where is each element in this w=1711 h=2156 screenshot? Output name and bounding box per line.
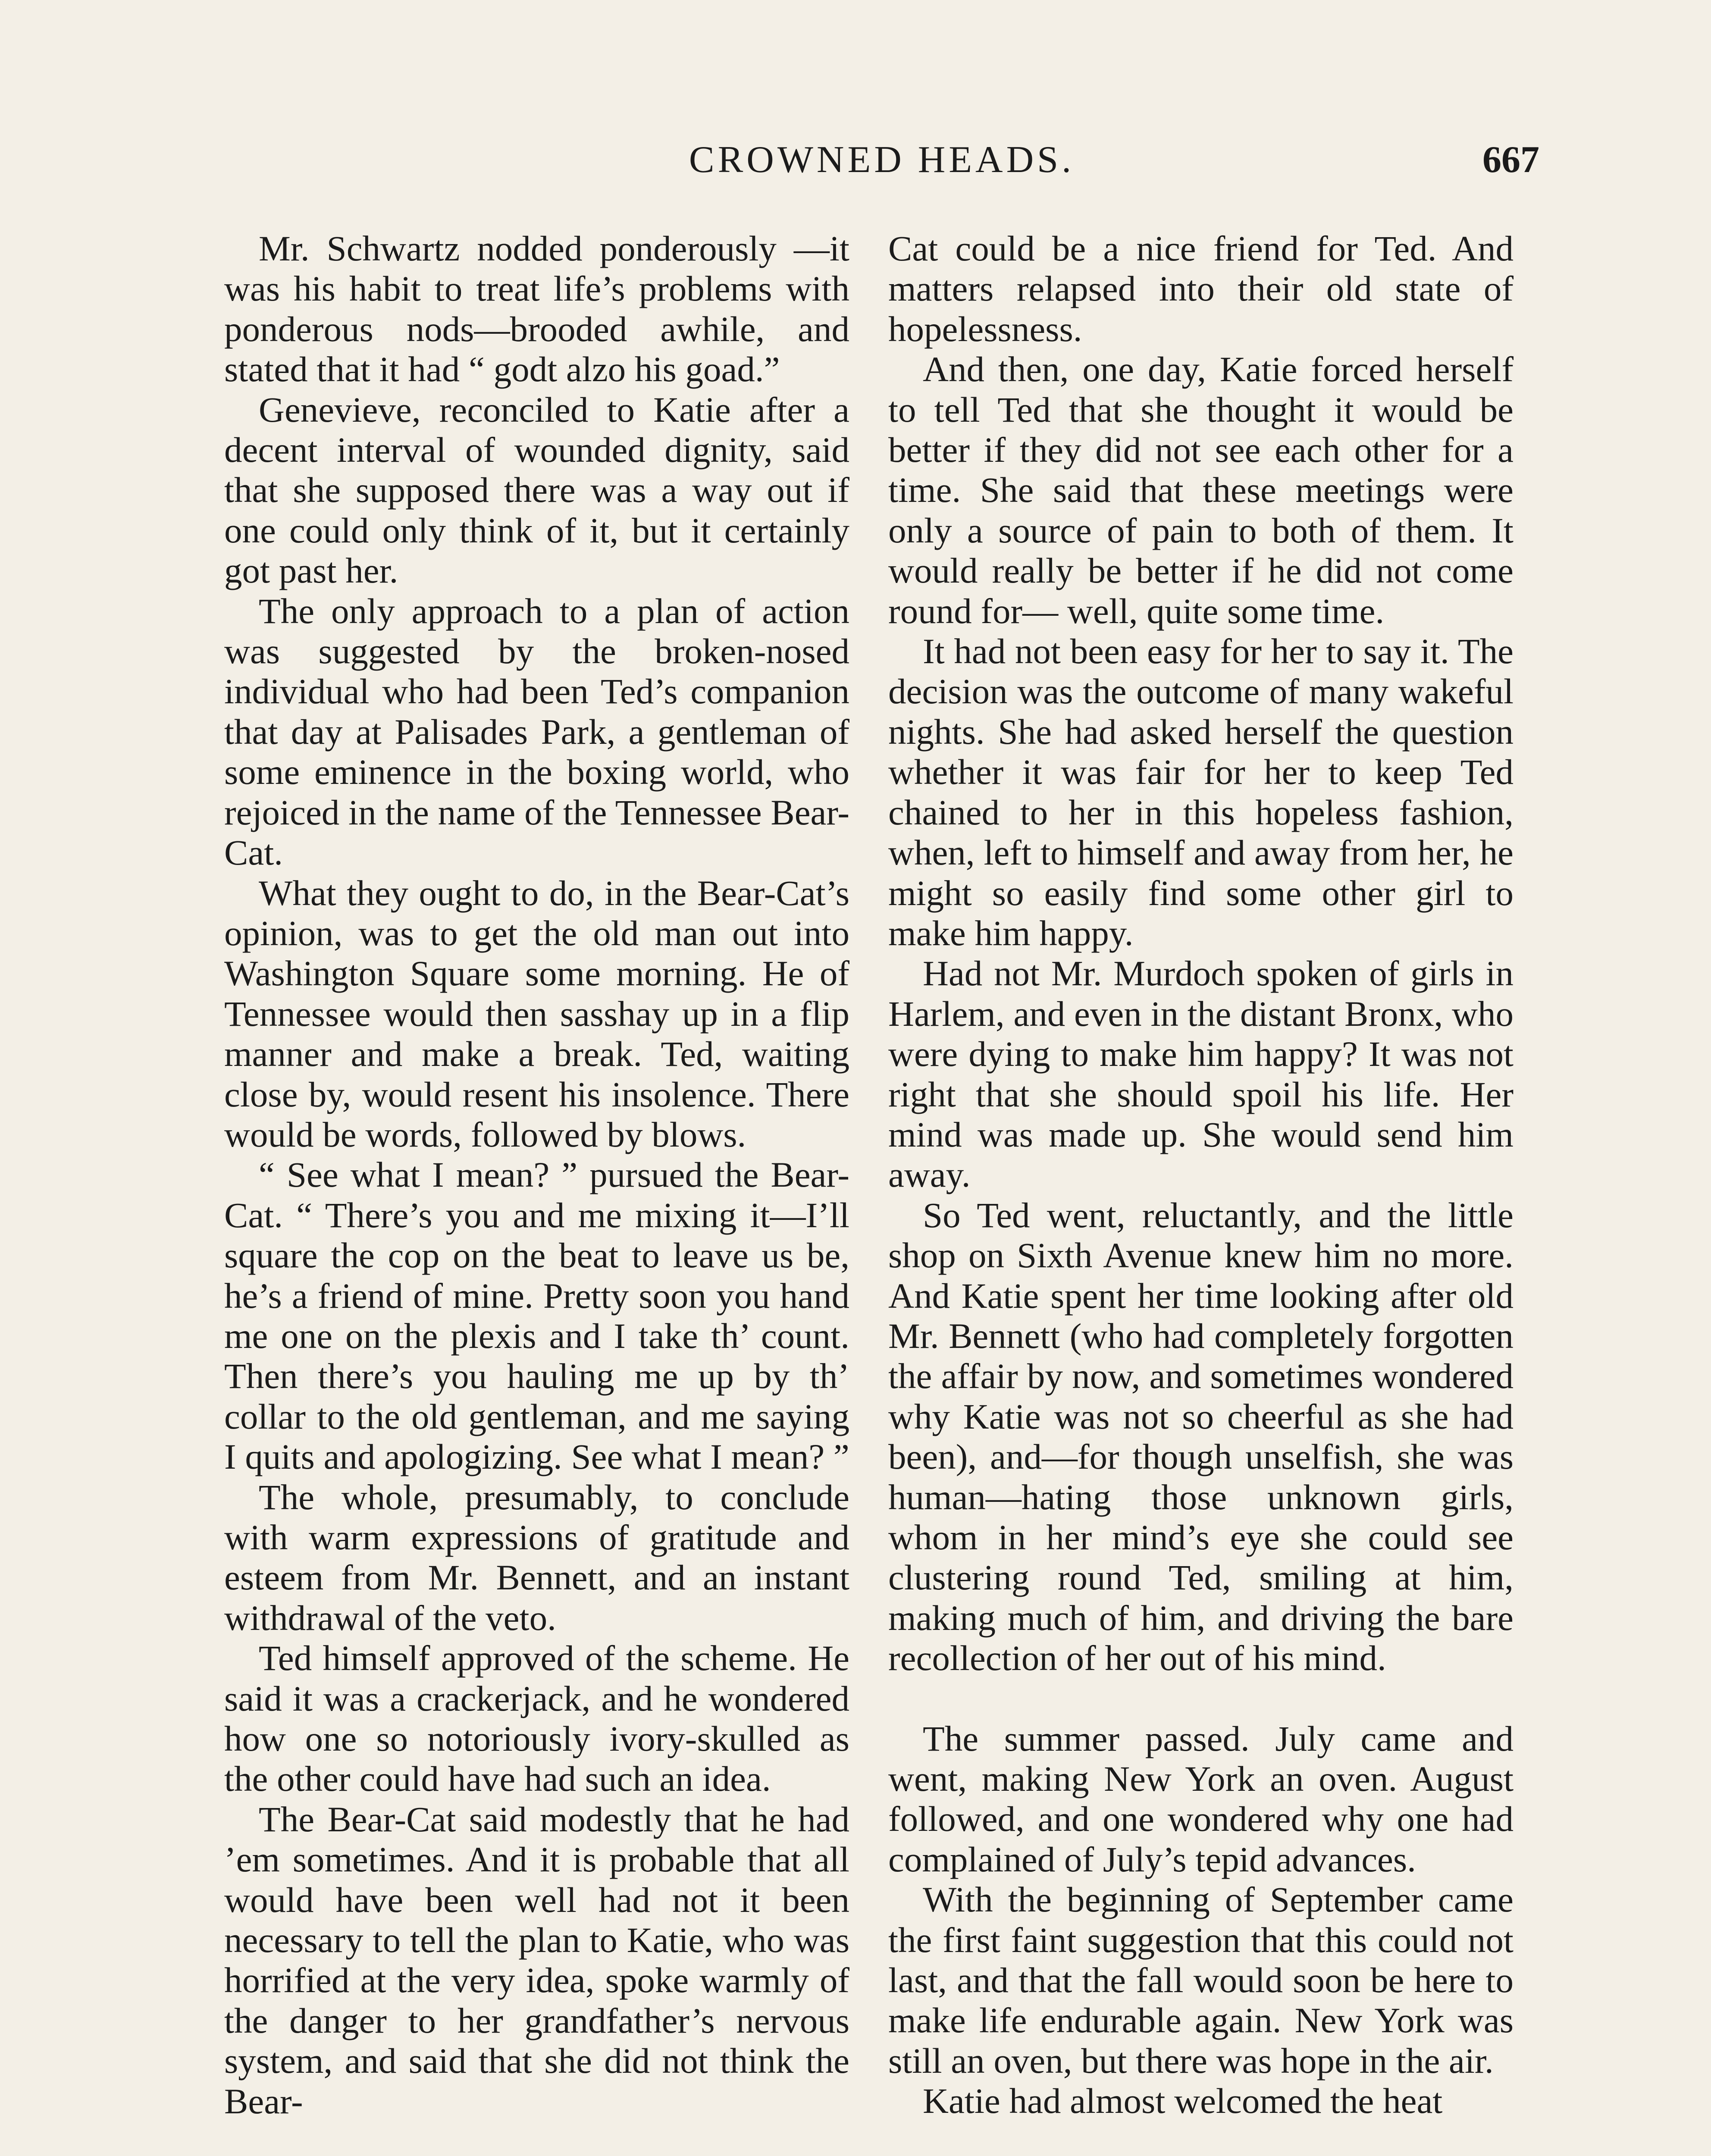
- page-number: 667: [1482, 139, 1539, 181]
- paragraph: The Bear-Cat said modestly that he had ’em sometimes. And it is probable that all would have been well had not it been necessary to tell the plan to Katie, who was horrified at the very idea, spoke warmly of the danger to her grandfather’s nervous system, and said that she did not think the Bear-: [224, 1799, 849, 2121]
- paragraph: Katie had almost welcomed the heat: [923, 2081, 1443, 2121]
- paragraph: Mr. Schwartz nodded ponderously —it was his habit to treat life’s problems with ponderous nods—brooded awhile, and stated that it had “ godt alzo his goad.”: [224, 229, 849, 389]
- paragraph: What they ought to do, in the Bear-Cat’s opinion, was to get the old man out into Washington Square some morning. He of Tennessee would then sasshay up in a flip manner and make a break. Ted, waiting close by, would resent his insolence. There would be words, followed by blows.: [224, 873, 849, 1154]
- paragraph: Had not Mr. Murdoch spoken of girls in Harlem, and even in the distant Bronx, who were dying to make him happy? It was not right that she should spoil his life. Her mind was made up. She would send him away.: [888, 953, 1514, 1195]
- paragraph: It had not been easy for her to say it. The decision was the outcome of many wakeful nights. She had asked herself the question whether it was fair for her to keep Ted chained to her in this hopeless fashion, when, left to himself and away from her, he might so easily find some other girl to make him happy.: [888, 631, 1514, 953]
- paragraph: Genevieve, reconciled to Katie after a decent interval of wounded dignity, said that she supposed there was a way out if one could only think of it, but it certainly got past her.: [224, 389, 849, 591]
- paragraph: And then, one day, Katie forced herself to tell Ted that she thought it would be better if they did not see each other for a time. She said that these meetings were only a source of pain to both of them. It would really be better if he did not come round for— well, quite some time.: [888, 349, 1514, 631]
- left-column: [224, 229, 849, 2156]
- paragraph: So Ted went, reluctantly, and the little shop on Sixth Avenue knew him no more. And Katie spent her time looking after old Mr. Bennett (who had completely forgotten the affair by now, and sometimes wondered why Katie was not so cheerful as she had been), and—for though unselfish, she was human—hating those unknown girls, whom in her mind’s eye she could see clustering round Ted, smiling at him, making much of him, and driving the bare recollection of her out of his mind.: [888, 1195, 1514, 1678]
- right-column: [888, 229, 1514, 2156]
- paragraph: The only approach to a plan of action was suggested by the broken-nosed individual who had been Ted’s companion that day at Palisades Park, a gentleman of some eminence in the boxing world, who rejoiced in the name of the Tennessee Bear-Cat.: [224, 591, 849, 873]
- paragraph: The summer passed. July came and went, making New York an oven. August followed, and one wondered why one had complained of July’s tepid advances.: [888, 1718, 1514, 1879]
- page-header: [224, 138, 1539, 211]
- paragraph: “ See what I mean? ” pursued the Bear-Cat. “ There’s you and me mixing it—I’ll square the cop on the beat to leave us be, he’s a friend of mine. Pretty soon you hand me one on the plexis and I take th’ count. Then there’s you hauling me up by th’ collar to the old gentleman, and me saying I quits and apologizing. See what I mean? ”: [224, 1155, 849, 1477]
- running-title: CROWNED HEADS.: [689, 139, 1075, 181]
- paragraph: With the beginning of September came the first faint suggestion that this could not last, and that the fall would soon be here to make life endurable again. New York was still an oven, but there was hope in the air.: [888, 1880, 1514, 2081]
- paragraph-continued: Cat could be a nice friend for Ted. And matters relapsed into their old state of hopelessness.: [888, 229, 1514, 349]
- paragraph: The whole, presumably, to conclude with warm expressions of gratitude and esteem from Mr. Bennett, and an instant withdrawal of the veto.: [224, 1477, 849, 1638]
- paragraph: Ted himself approved of the scheme. He said it was a crackerjack, and he wondered how one so notoriously ivory-skulled as the other could have had such an idea.: [224, 1638, 849, 1799]
